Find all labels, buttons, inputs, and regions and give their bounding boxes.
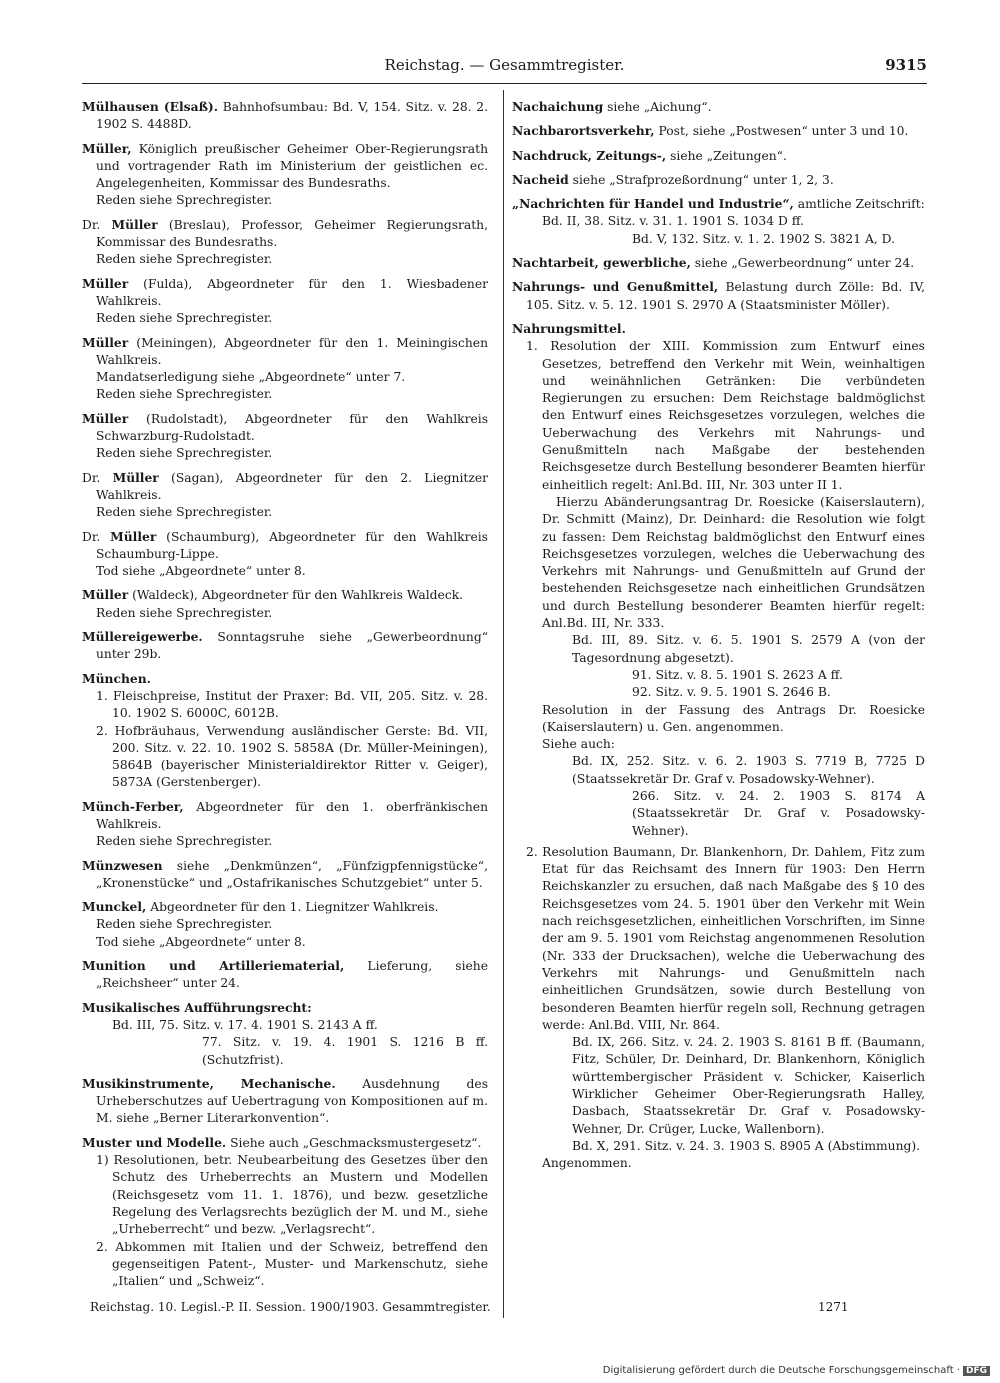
- entry-text: [512, 195, 925, 213]
- entry-description: (Rudolstadt), Abgeordneter für den Wahlkreis Schwarzburg-Rudolstadt.: [96, 411, 488, 444]
- page-header: [82, 56, 927, 80]
- right-column: [512, 98, 925, 1179]
- entry-reference: Reden siehe Sprechregister.: [96, 387, 273, 402]
- entry-reference: Reden siehe Sprechregister.: [96, 193, 273, 208]
- entry-description: (Fulda), Abgeordneter für den 1. Wiesbadener Wahlkreis.: [96, 276, 488, 308]
- resolution-1-result: Resolution in der Fassung des Antrags Dr. Roesicke (Kaiserslautern) u. Gen. angenommen.: [542, 702, 925, 734]
- entry-nahrungsmittel: [512, 320, 925, 1173]
- entry-keyword: Müller: [111, 216, 158, 232]
- header-rule: [82, 83, 927, 84]
- entry-keyword: München.: [82, 670, 151, 686]
- register-entry: [82, 334, 488, 404]
- see-also-ref: 266. Sitz. v. 24. 2. 1903 S. 8174 A (Staatssekretär Dr. Graf v. Posadowsky-Wehner).: [632, 788, 925, 838]
- entry-keyword: Nachdruck, Zeitungs-,: [512, 147, 667, 163]
- entry-keyword: Müllereigewerbe.: [82, 629, 203, 645]
- entry-keyword: Nachtarbeit, gewerbliche,: [512, 255, 691, 271]
- entry-title-prefix: Dr.: [82, 470, 113, 485]
- entry-text: [82, 98, 488, 134]
- entry-description: (Breslau), Professor, Geheimer Regierungsrath, Kommissar des Bundesraths.: [96, 217, 488, 250]
- entry-reference: Mandatserledigung siehe „Abgeordnete“ unter 7.: [96, 370, 406, 385]
- entry-reference: Reden siehe Sprechregister.: [96, 605, 273, 620]
- entry-reference: Tod siehe „Abgeordnete“ unter 8.: [96, 564, 306, 579]
- register-entry: [512, 122, 925, 140]
- entry-reference: Reden siehe Sprechregister.: [96, 311, 273, 326]
- entry-text: [82, 1134, 488, 1152]
- entry-keyword: Munckel,: [82, 899, 147, 915]
- resolution-1-amendment: Hierzu Abänderungsantrag Dr. Roesicke (Kaiserslautern), Dr. Schmitt (Mainz), Dr. Deinhard: die Resolution wie folgt zu fassen: Dem Reichstag baldmöglichst den Entwurf eines Reichsgesetzes vorzulegen, welches die Ueberwachung des Verkehrs mit Nahrungs- und Genußmitteln auf Grund der bestehenden Reichsgesetze nach einheitlichen Grundsätzen und durch Bestellung besonderer Beamten hierfür regelt: Anl.Bd. III, Nr. 333.: [542, 494, 925, 631]
- entry-description: Abgeordneter für den 1. oberfränkischen Wahlkreis.: [96, 799, 488, 831]
- register-entry: [512, 254, 925, 272]
- entry-text: [82, 216, 488, 252]
- resolution-2: 2. Resolution Baumann, Dr. Blankenhorn, Dr. Dahlem, Fitz zum Etat für das Reichsamt des Innern für 1903: Den Herrn Reichskanzler zu ersuchen, daß nach Maßgabe des § 10 des Reichsgesetzes vom 24. 5. 1901 über den Verkehr mit Wein nach reichsgesetzlichen, einheitlichen Vorschriften, im Sinne der am 9. 5. 1901 vom Reichstag angenommenen Resolution (Nr. 333 der Drucksachen), welche die Ueberwachung des Verkehrs mit Nahrungs- und Genußmitteln nach einheitlichen Grundsätzen, sowie durch Bestellung von besonderen Beamten hierfür regeln soll, Rechnung getragen werde: Anl.Bd. VIII, Nr. 864.: [526, 844, 925, 1032]
- footer-page-number: 1271: [818, 1300, 849, 1314]
- entry-description: amtliche Zeitschrift:: [793, 197, 925, 212]
- register-entry: [82, 898, 488, 951]
- entry-reference: Reden siehe Sprechregister.: [96, 252, 273, 267]
- resolution-2-ref: Bd. X, 291. Sitz. v. 24. 3. 1903 S. 8905 A (Abstimmung).: [572, 1138, 921, 1153]
- register-entry: [82, 1075, 488, 1128]
- register-entry: [82, 586, 488, 622]
- column-divider: [503, 90, 504, 1318]
- entry-text: [82, 798, 488, 834]
- entry-reference: Reden siehe Sprechregister.: [96, 446, 273, 461]
- entry-text: [512, 254, 925, 272]
- entry-description: Abgeordneter für den 1. Liegnitzer Wahlkreis.: [146, 900, 439, 915]
- entry-subitem: 1. Fleischpreise, Institut der Praxer: Bd. VII, 205. Sitz. v. 28. 10. 1902 S. 6000C, 6012B.: [96, 688, 488, 721]
- entry-citation: 77. Sitz. v. 19. 4. 1901 S. 1216 B ff. (Schutzfrist).: [202, 1035, 488, 1067]
- entry-description: Bahnhofsumbau: Bd. V, 154. Sitz. v. 28. 2. 1902 S. 4488D.: [96, 100, 488, 132]
- entry-description: siehe „Gewerbeordnung“ unter 24.: [690, 256, 915, 271]
- register-entry: [82, 957, 488, 993]
- register-entry: [512, 147, 925, 165]
- dfg-logo-icon: DFG: [963, 1366, 990, 1376]
- entry-text: [82, 898, 488, 916]
- dfg-credit: [603, 1365, 990, 1376]
- entry-subitem: 2. Abkommen mit Italien und der Schweiz, betreffend den gegenseitigen Patent-, Muster- und Markenschutz, siehe „Italien“ und „Schweiz“.: [96, 1239, 488, 1289]
- entry-citation: Bd. V, 132. Sitz. v. 1. 2. 1902 S. 3821 A, D.: [632, 231, 895, 246]
- entry-text: [82, 957, 488, 993]
- resolution-1-ref: Bd. III, 89. Sitz. v. 6. 5. 1901 S. 2579 A (von der Tagesordnung abgesetzt).: [572, 633, 925, 665]
- entry-text: [512, 171, 925, 189]
- see-also-label: Siehe auch:: [542, 737, 615, 752]
- register-entry: [82, 670, 488, 792]
- entry-text: [512, 278, 925, 314]
- entry-description: (Sagan), Abgeordneter für den 2. Liegnitzer Wahlkreis.: [96, 470, 488, 502]
- register-entry: [82, 1134, 488, 1291]
- entry-keyword: Nachaichung: [512, 99, 604, 114]
- entry-reference: Tod siehe „Abgeordnete“ unter 8.: [96, 934, 306, 949]
- register-entry: [82, 469, 488, 522]
- entry-citation: Bd. II, 38. Sitz. v. 31. 1. 1901 S. 1034 D ff.: [542, 214, 804, 229]
- entry-description: siehe „Strafprozeßordnung“ unter 1, 2, 3.: [568, 172, 834, 187]
- entry-description: Königlich preußischer Geheimer Ober-Regierungsrath und vortragender Rath im Ministerium der geistlichen ec. Angelegenheiten, Kommissar des Bundesraths.: [96, 141, 488, 191]
- entry-keyword: Nachbarortsverkehr,: [512, 123, 655, 139]
- entry-citation: Bd. III, 75. Sitz. v. 17. 4. 1901 S. 2143 A ff.: [112, 1017, 378, 1032]
- entry-description: siehe „Aichung“.: [603, 100, 712, 114]
- right-entries: [512, 98, 925, 314]
- register-entry: [82, 999, 488, 1069]
- register-entry: [82, 798, 488, 851]
- entry-description: (Waldeck), Abgeordneter für den Wahlkreis Waldeck.: [128, 588, 464, 603]
- entry-description: siehe „Zeitungen“.: [666, 148, 787, 163]
- entry-keyword: Müller: [112, 469, 159, 485]
- footer-source: Reichstag. 10. Legisl.-P. II. Session. 1900/1903. Gesammtregister.: [90, 1300, 491, 1314]
- register-entry: [512, 278, 925, 314]
- resolution-2-ref: Bd. IX, 266. Sitz. v. 24. 2. 1903 S. 8161 B ff. (Baumann, Fitz, Schüler, Dr. Deinhard, Dr. Blankenhorn, Königlich württembergischer Präsident v. Schicker, Kaiserlich Wirklicher Geheimer Ober-Regierungsrath Halley, Dasbach, Staatssekretär Dr. Graf v. Posadowsky-Wehner, Dr. Crüger, Lucke, Wallenborn).: [572, 1035, 925, 1136]
- entry-text: [82, 469, 488, 505]
- entry-keyword: Mülhausen (Elsaß).: [82, 99, 219, 114]
- entry-description: Siehe auch „Geschmacksmustergesetz“.: [226, 1135, 482, 1150]
- register-entry: [82, 410, 488, 463]
- entry-keyword: Nacheid: [512, 171, 569, 187]
- entry-keyword: Münch-Ferber,: [82, 798, 184, 814]
- entry-text: [82, 334, 488, 370]
- register-entry: [82, 528, 488, 581]
- entry-description: Ausdehnung des Urheberschutzes auf Uebertragung von Kompositionen auf m. M. siehe „Berner Literarkonvention“.: [96, 1076, 488, 1126]
- entry-description: siehe „Denkmünzen“, „Fünfzigpfennigstücke“, „Kronenstücke“ und „Ostafrikanisches Schutzgebiet“ unter 5.: [96, 858, 488, 890]
- entry-title-prefix: Dr.: [82, 217, 112, 232]
- resolution-2-result: Angenommen.: [542, 1156, 632, 1171]
- entry-description: (Meiningen), Abgeordneter für den 1. Meiningischen Wahlkreis.: [96, 335, 488, 367]
- entry-keyword: Müller: [110, 528, 157, 544]
- entry-keyword: Müller: [82, 410, 129, 426]
- entry-text: [82, 140, 488, 193]
- entry-keyword: Musikalisches Aufführungsrecht:: [82, 999, 312, 1015]
- resolution-1-ref: 92. Sitz. v. 9. 5. 1901 S. 2646 B.: [632, 685, 831, 700]
- entry-reference: Reden siehe Sprechregister.: [96, 917, 273, 932]
- entry-text: [82, 628, 488, 664]
- entry-text: [82, 586, 488, 604]
- entry-reference: Reden siehe Sprechregister.: [96, 505, 273, 520]
- register-entry: [82, 857, 488, 893]
- entry-keyword: Müller,: [82, 140, 132, 156]
- entry-text: [82, 528, 488, 564]
- entry-description: Post, siehe „Postwesen“ unter 3 und 10.: [654, 124, 909, 139]
- entry-keyword: Musikinstrumente, Mechanische.: [82, 1075, 336, 1091]
- entry-description: Sonntagsruhe siehe „Gewerbeordnung“ unter 29b.: [96, 630, 488, 662]
- entry-text: [82, 857, 488, 893]
- entry-reference: Reden siehe Sprechregister.: [96, 834, 273, 849]
- left-column: [82, 98, 488, 1296]
- resolution-1-ref: 91. Sitz. v. 8. 5. 1901 S. 2623 A ff.: [632, 667, 843, 682]
- dfg-text: Digitalisierung gefördert durch die Deutsche Forschungsgemeinschaft ·: [602, 1365, 960, 1376]
- entry-keyword: Müller: [82, 275, 129, 291]
- register-entry: [82, 98, 488, 134]
- entry-text: [512, 122, 925, 140]
- entry-subitem: 1) Resolutionen, betr. Neubearbeitung des Gesetzes über den Schutz des Urheberrechts an Mustern und Modellen (Reichsgesetz vom 11. 1. 1876), und bezw. gesetzliche Regelung des Verlagsrechts bezüglich der M. und M., siehe „Urheberrecht“ und bezw. „Verlagsrecht“.: [96, 1153, 488, 1237]
- entry-subitem: 2. Hofbräuhaus, Verwendung ausländischer Gerste: Bd. VII, 200. Sitz. v. 22. 10. 1902 S. 5858A (Dr. Müller-Meiningen), 5864B (bayerischer Ministerialdirektor Ritter v. Geiger), 5873A (Gerstenberger).: [96, 723, 488, 790]
- entry-keyword: Nahrungs- und Genußmittel,: [512, 279, 719, 295]
- running-title: Reichstag. — Gesammtregister.: [384, 56, 625, 74]
- entry-keyword: „Nachrichten für Handel und Industrie“,: [512, 196, 794, 212]
- entry-keyword: Muster und Modelle.: [82, 1134, 227, 1150]
- see-also-ref: Bd. IX, 252. Sitz. v. 6. 2. 1903 S. 7719 B, 7725 D (Staatssekretär Dr. Graf v. Posadowsky-Wehner).: [572, 754, 925, 786]
- entry-keyword: Münzwesen: [82, 857, 163, 873]
- entry-description: Belastung durch Zölle: Bd. IV, 105. Sitz. v. 5. 12. 1901 S. 2970 A (Staatsminister Möller).: [526, 280, 926, 312]
- entry-keyword: Müller: [82, 587, 129, 603]
- entry-text: [512, 98, 925, 116]
- register-entry: [82, 140, 488, 210]
- register-entry: [512, 98, 925, 116]
- register-entry: [82, 628, 488, 664]
- entry-keyword: Munition und Artilleriematerial,: [82, 958, 345, 974]
- entry-title-prefix: Dr.: [82, 529, 111, 544]
- page-number: 9315: [885, 56, 927, 74]
- entry-text: [82, 1075, 488, 1128]
- entry-description: (Schaumburg), Abgeordneter für den Wahlkreis Schaumburg-Lippe.: [96, 529, 488, 561]
- entry-text: [82, 999, 488, 1017]
- entry-keyword: Müller: [82, 334, 129, 350]
- register-entry: [82, 216, 488, 269]
- entry-text: [82, 670, 488, 688]
- entry-keyword: Nahrungsmittel.: [512, 320, 626, 336]
- entry-text: [82, 275, 488, 311]
- register-entry: [82, 275, 488, 328]
- resolution-1: 1. Resolution der XIII. Kommission zum Entwurf eines Gesetzes, betreffend den Verkehr mit Wein, weinhaltigen und weinähnlichen Getränken: Die verbündeten Regierungen zu ersuchen: Dem Reichstage baldmöglichst den Entwurf eines Reichsgesetzes vorzulegen, welches die Ueberwachung des Verkehrs mit Nahrungs- und Genußmitteln nach Maßgabe der bestehenden Reichsgesetze durch Bestellung besonderer Beamten hierfür einheitlich regelt: Anl.Bd. III, Nr. 303 unter II 1.: [526, 339, 925, 492]
- register-entry: [512, 171, 925, 189]
- register-entry: [512, 195, 925, 248]
- entry-description: Lieferung, siehe „Reichsheer“ unter 24.: [96, 959, 488, 991]
- entry-text: [82, 410, 488, 446]
- entry-text: [512, 147, 925, 165]
